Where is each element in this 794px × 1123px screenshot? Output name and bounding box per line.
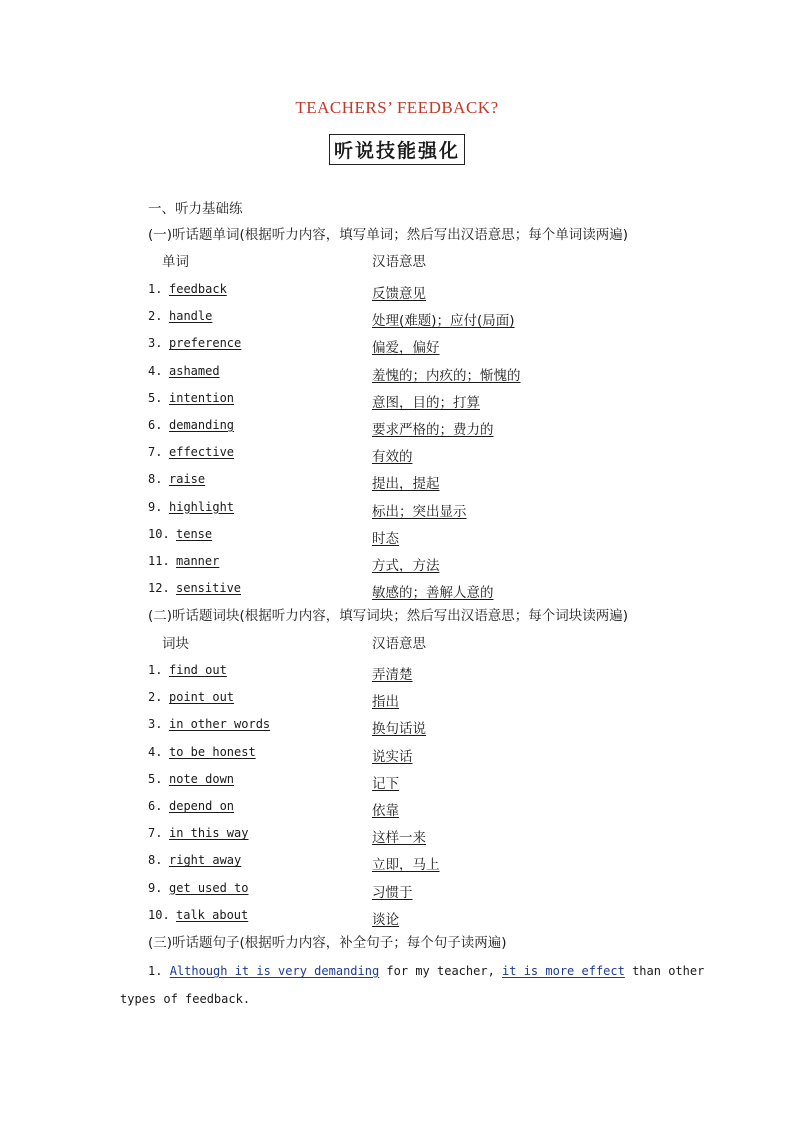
- item-number: 5.: [148, 390, 163, 405]
- item-number: 4.: [148, 744, 163, 759]
- item-meaning: 这样一来: [372, 830, 426, 847]
- item-number: 10.: [148, 907, 170, 922]
- part2-heading: (二)听话题词块(根据听力内容，填写词块；然后写出汉语意思；每个词块读两遍): [148, 608, 629, 624]
- item-number: 9.: [148, 880, 163, 895]
- item-meaning: 偏爱，偏好: [372, 340, 440, 357]
- item-meaning: 处理(难题)；应付(局面): [372, 313, 515, 330]
- item-number: 3.: [148, 717, 163, 732]
- sentence-number: 1.: [148, 964, 163, 978]
- item-answer: handle: [169, 309, 213, 324]
- item-number: 9.: [148, 499, 163, 514]
- item-answer: note down: [169, 771, 235, 786]
- item-answer: intention: [169, 390, 235, 405]
- part1-heading: (一)听话题单词(根据听力内容，填写单词；然后写出汉语意思；每个单词读两遍): [148, 227, 629, 243]
- part1-col-meaning: 汉语意思: [372, 254, 426, 270]
- part2-col-word: 词块: [162, 636, 189, 652]
- item-answer: find out: [169, 663, 227, 677]
- document-title: TEACHERS’ FEEDBACK?: [295, 98, 499, 117]
- item-answer: ashamed: [169, 363, 220, 378]
- part3-heading: (三)听话题句子(根据听力内容，补全句子；每个句子读两遍): [148, 935, 507, 951]
- item-answer: get used to: [169, 880, 249, 895]
- item-answer: depend on: [169, 799, 235, 813]
- item-meaning: 弄清楚: [372, 667, 413, 683]
- item-answer: feedback: [169, 282, 227, 296]
- part1-col-word: 单词: [162, 254, 189, 270]
- item-meaning: 标出；突出显示: [372, 503, 467, 520]
- item-meaning: 立即，马上: [372, 857, 440, 874]
- item-meaning: 依靠: [372, 803, 399, 819]
- item-number: 10.: [148, 526, 170, 541]
- item-number: 12.: [148, 581, 170, 596]
- item-answer: manner: [176, 554, 220, 568]
- item-answer: talk about: [176, 907, 249, 922]
- item-number: 7.: [148, 826, 163, 841]
- item-meaning: 谈论: [372, 911, 399, 928]
- item-meaning: 提出，提起: [372, 476, 440, 493]
- item-meaning: 说实话: [372, 748, 413, 765]
- item-number: 7.: [148, 445, 163, 460]
- item-meaning: 换句话说: [372, 721, 426, 738]
- sentence-1-continued: types of feedback.: [120, 992, 251, 1006]
- item-number: 2.: [148, 690, 163, 705]
- item-answer: demanding: [169, 418, 235, 432]
- item-number: 3.: [148, 336, 163, 351]
- item-meaning: 记下: [372, 775, 399, 792]
- item-number: 11.: [148, 554, 170, 568]
- item-answer: highlight: [169, 499, 235, 514]
- sentence-1: [148, 962, 704, 980]
- item-number: 6.: [148, 418, 163, 432]
- item-meaning: 敏感的；善解人意的: [372, 585, 494, 602]
- item-number: 6.: [148, 799, 163, 813]
- item-answer: in other words: [169, 717, 271, 732]
- item-answer: effective: [169, 445, 235, 460]
- sentence-blank: it is more effect: [502, 964, 625, 978]
- item-answer: sensitive: [176, 581, 242, 596]
- item-meaning: 羞愧的；内疚的；惭愧的: [372, 367, 521, 384]
- item-meaning: 要求严格的；费力的: [372, 422, 494, 438]
- sentence-blank: Although it is very demanding: [169, 964, 380, 978]
- item-meaning: 意图，目的；打算: [372, 394, 480, 411]
- item-answer: right away: [169, 853, 242, 868]
- item-number: 4.: [148, 363, 163, 378]
- item-meaning: 时态: [372, 530, 399, 547]
- sentence-text: than other: [624, 964, 705, 978]
- item-meaning: 指出: [372, 694, 399, 711]
- item-number: 8.: [148, 472, 163, 487]
- item-meaning: 反馈意见: [372, 286, 426, 302]
- item-number: 8.: [148, 853, 163, 868]
- part2-col-meaning: 汉语意思: [372, 636, 426, 652]
- item-number: 1.: [148, 282, 163, 296]
- item-meaning: 方式，方法: [372, 558, 440, 574]
- item-meaning: 习惯于: [372, 884, 413, 901]
- item-answer: in this way: [169, 826, 249, 841]
- item-number: 2.: [148, 309, 163, 324]
- subtitle-box: [0, 134, 794, 165]
- sentence-text: for my teacher,: [379, 964, 503, 978]
- item-answer: preference: [169, 336, 242, 351]
- item-answer: tense: [176, 526, 213, 541]
- item-answer: point out: [169, 690, 235, 705]
- section-heading: 一、听力基础练: [148, 201, 243, 217]
- item-answer: to be honest: [169, 744, 256, 759]
- item-answer: raise: [169, 472, 206, 487]
- document-subtitle: 听说技能强化: [329, 134, 465, 165]
- item-meaning: 有效的: [372, 449, 413, 466]
- item-number: 1.: [148, 663, 163, 677]
- item-number: 5.: [148, 771, 163, 786]
